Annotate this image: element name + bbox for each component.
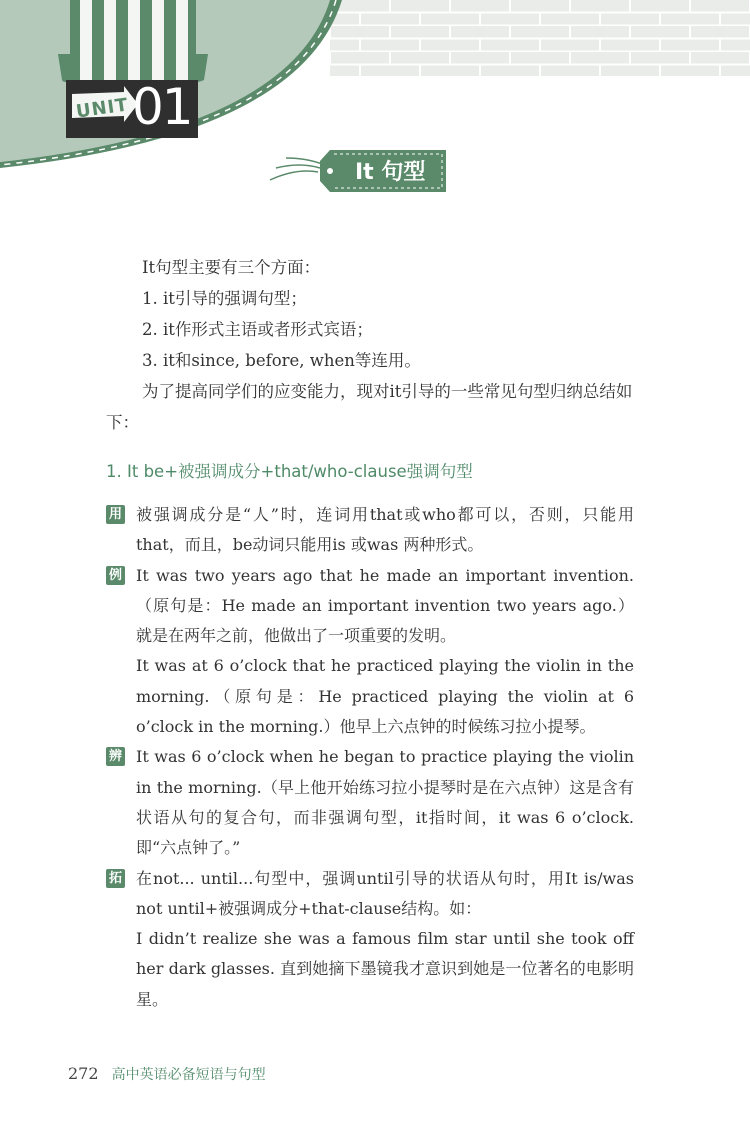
entry-paragraph: I didn’t realize she was a famous film star until she took off her dark glasses. 直到她摘下墨镜我才意识到她是一位著名的电影明星。 (136, 929, 634, 1009)
section-heading: 1. It be+被强调成分+that/who-clause强调句型 (106, 462, 473, 481)
section-entries (106, 500, 634, 1015)
page-title: It 句型 (355, 160, 426, 185)
brick-wall (330, 0, 750, 76)
example-badge: 例 (106, 566, 125, 585)
extension-badge: 拓 (106, 869, 125, 888)
intro-line: 1. it引导的强调句型； (142, 289, 307, 308)
intro-line: It句型主要有三个方面： (142, 258, 321, 277)
shop-awning (58, 0, 208, 82)
entry-paragraph: 被强调成分是“人”时，连词用that或who都可以，否则，只能用that，而且，be动词只能用is 或was 两种形式。 (136, 505, 634, 555)
usage-entry (106, 500, 634, 561)
intro-block (106, 252, 646, 438)
example-entry (106, 561, 634, 743)
unit-label: UNIT (74, 94, 130, 123)
entry-paragraph: It was at 6 o’clock that he practiced playing the violin in the morning.（原句是：He practiced playing the violin at 6 o’clock in the morning.）他早上六点钟的时候练习拉小提琴。 (136, 656, 634, 737)
entry-paragraph: 在not... until...句型中，强调until引导的状语从句时，用It is/was not until+被强调成分+that-clause结构。如： (136, 868, 634, 918)
distinguish-badge: 辨 (106, 747, 125, 766)
book-title: 高中英语必备短语与句型 (111, 1067, 266, 1083)
extension-entry (106, 864, 634, 1015)
entry-paragraph: It was 6 o’clock when he began to practice playing the violin in the morning.（早上他开始练习拉小提琴时是在六点钟）这是含有状语从句的复合句，而非强调句型，it指时间，it was 6 o’clock. 即“六点钟了。” (136, 747, 634, 858)
intro-summary: 为了提高同学们的应变能力，现对it引导的一些常见句型归纳总结如下： (106, 382, 633, 432)
usage-badge: 用 (106, 505, 125, 524)
unit-number: 01 (132, 78, 192, 136)
entry-paragraph: It was two years ago that he made an important invention.（原句是：He made an important invention two years ago.）就是在两年之前，他做出了一项重要的发明。 (136, 565, 634, 646)
distinguish-entry (106, 742, 634, 863)
intro-line: 3. it和since, before, when等连用。 (142, 351, 421, 370)
page-number: 272 (68, 1064, 99, 1083)
intro-line: 2. it作形式主语或者形式宾语； (142, 320, 373, 339)
page-footer (68, 1064, 266, 1084)
